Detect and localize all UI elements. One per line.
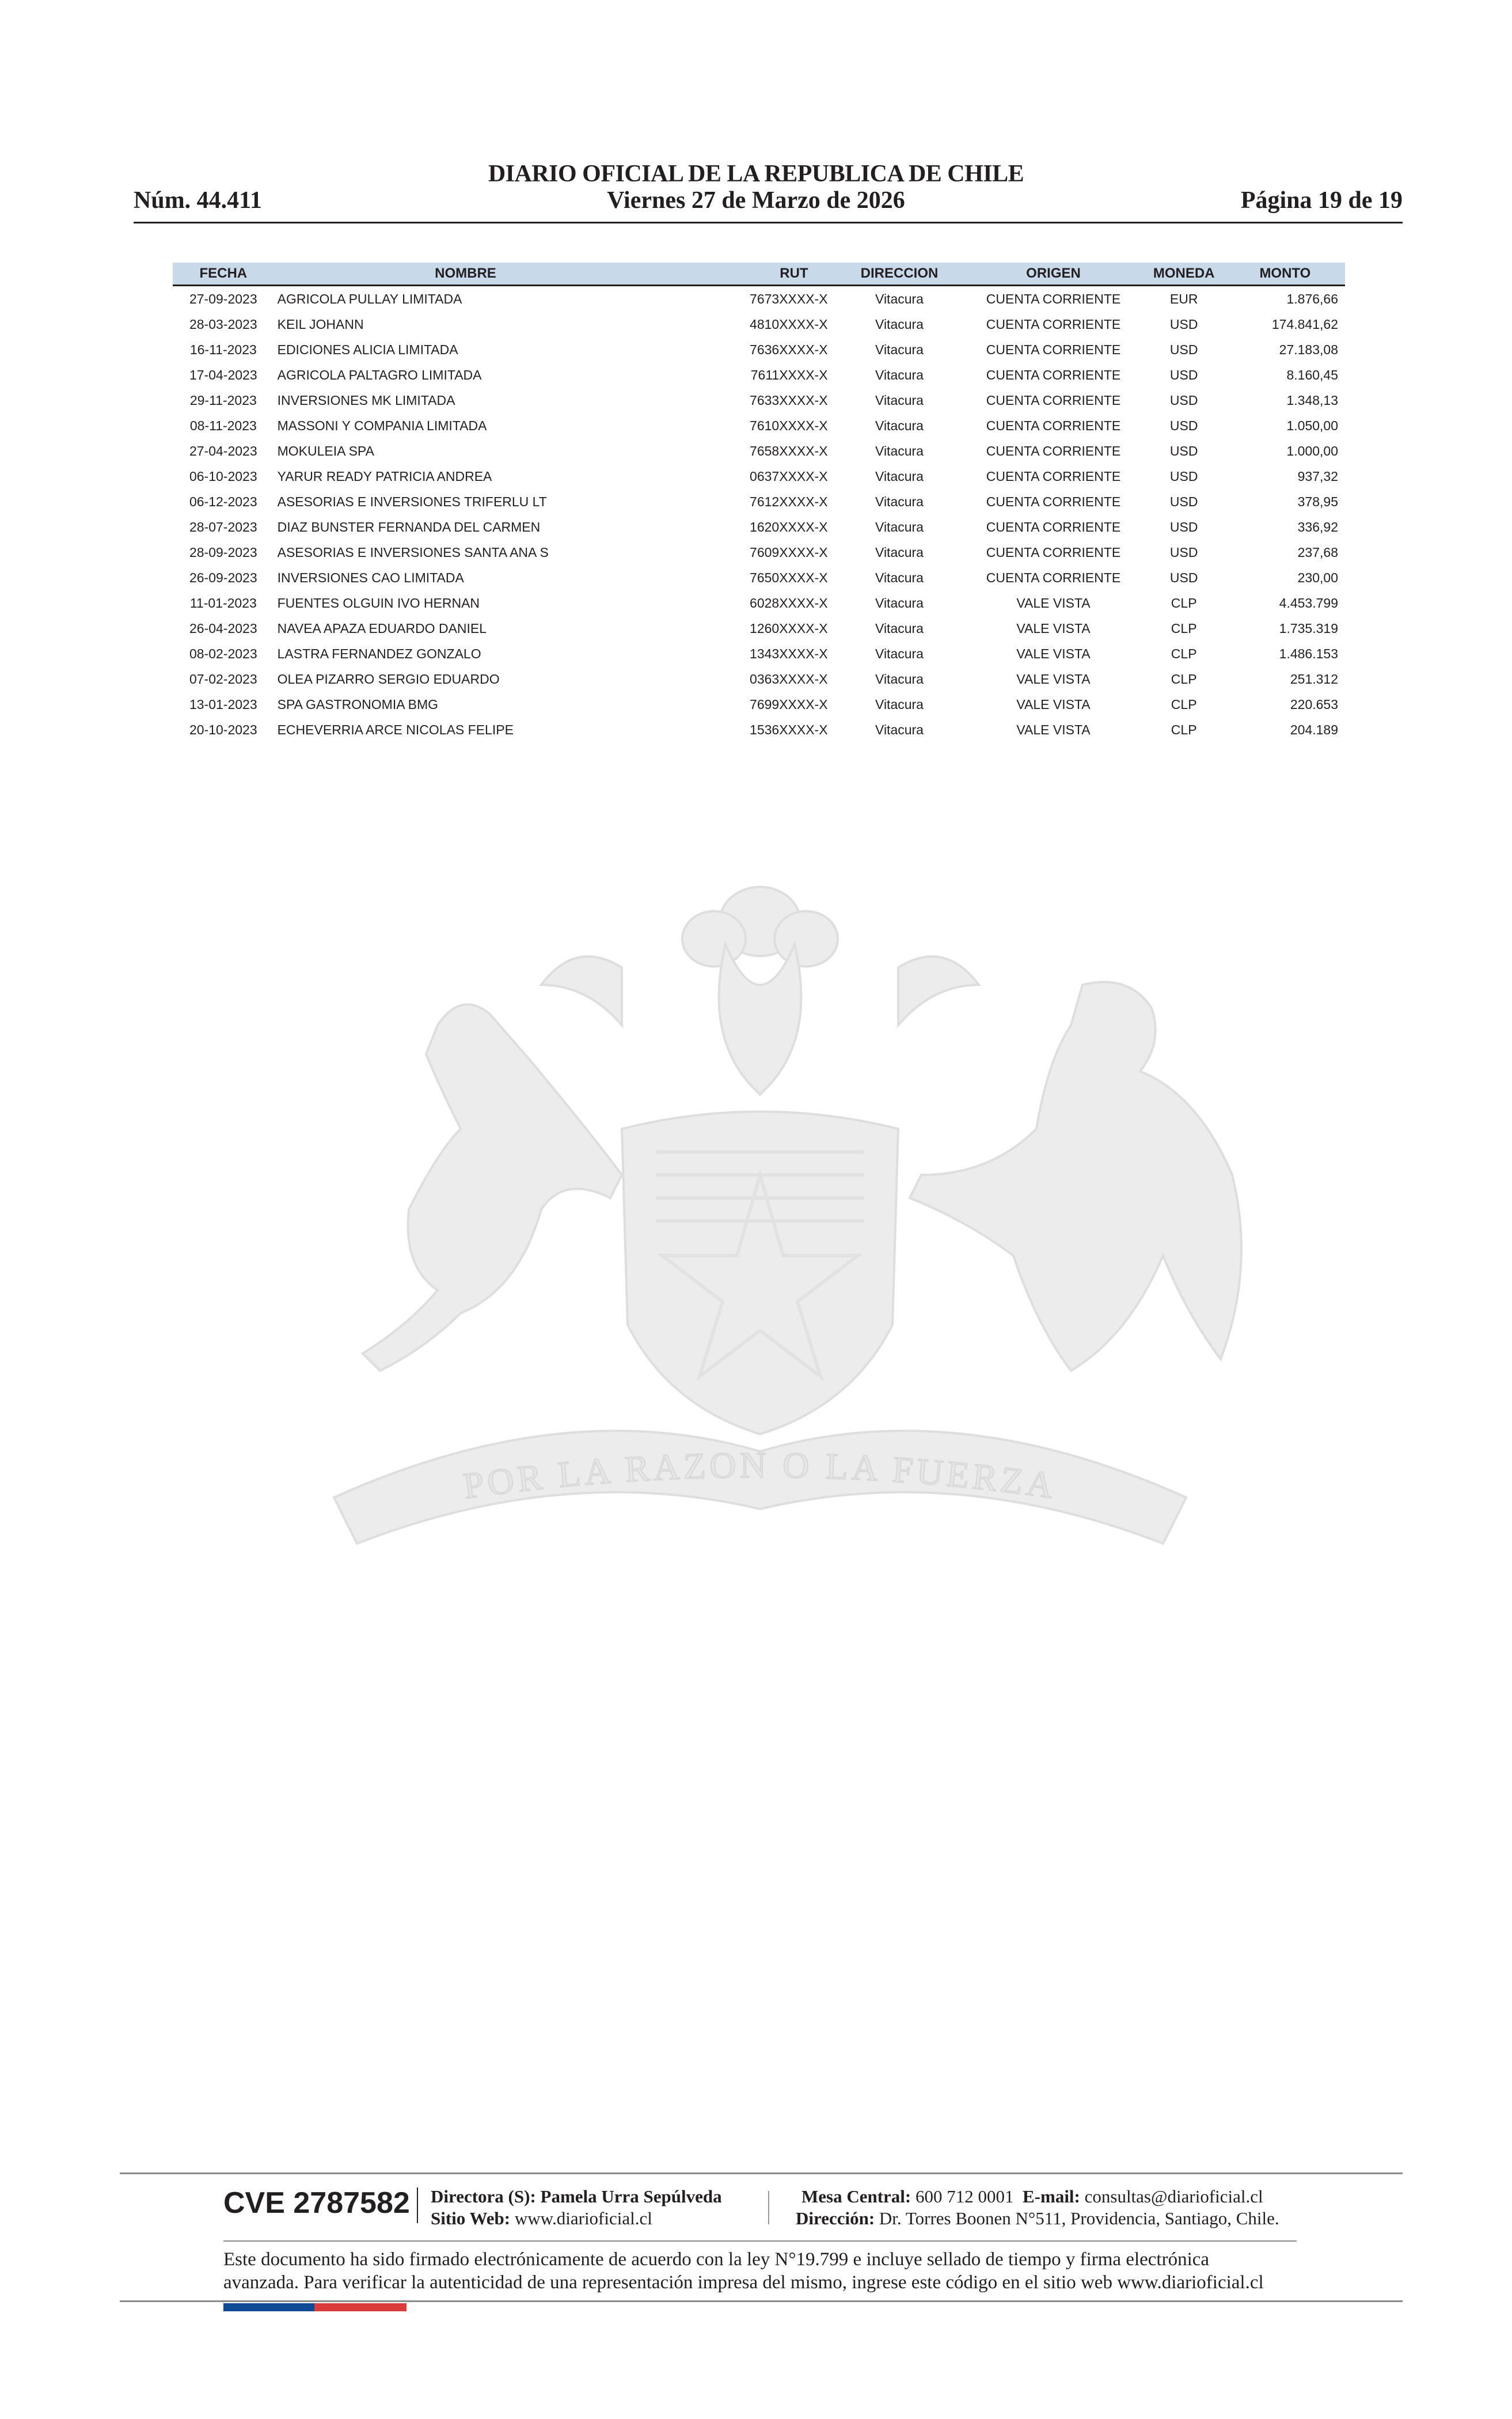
table-row (173, 286, 1345, 312)
cell-moneda: USD (1169, 316, 1198, 332)
cell-rut: 0637XXXX-X (750, 468, 828, 484)
cell-monto: 1.486.153 (1279, 646, 1338, 661)
cell-monto: 1.348,13 (1286, 392, 1338, 408)
cell-nombre: KEIL JOHANN (277, 316, 364, 332)
cell-nombre: EDICIONES ALICIA LIMITADA (277, 342, 458, 357)
cell-direccion: Vitacura (875, 494, 924, 509)
website-line (431, 2208, 652, 2229)
column-header-rut: RUT (657, 263, 831, 286)
cell-rut: 7609XXXX-X (750, 544, 828, 560)
footer-separator (768, 2191, 769, 2224)
cell-fecha: 08-02-2023 (189, 646, 257, 661)
cell-origen: CUENTA CORRIENTE (986, 570, 1121, 585)
cell-origen: CUENTA CORRIENTE (986, 291, 1121, 306)
cell-direccion: Vitacura (875, 722, 924, 737)
cell-direccion: Vitacura (875, 696, 924, 712)
cell-nombre: INVERSIONES CAO LIMITADA (277, 570, 464, 585)
cell-nombre: FUENTES OLGUIN IVO HERNAN (277, 595, 480, 611)
cell-nombre: INVERSIONES MK LIMITADA (277, 392, 455, 408)
cell-nombre: ASESORIAS E INVERSIONES SANTA ANA S (277, 544, 549, 560)
cell-origen: VALE VISTA (1016, 646, 1091, 661)
cell-nombre: ECHEVERRIA ARCE NICOLAS FELIPE (277, 722, 514, 737)
address-value: Dr. Torres Boonen N°511, Providencia, Santiago, Chile. (879, 2208, 1279, 2228)
cell-moneda: USD (1169, 367, 1198, 382)
cell-rut: 7699XXXX-X (750, 696, 828, 712)
cell-origen: CUENTA CORRIENTE (986, 468, 1121, 484)
issue-number: Núm. 44.411 (134, 187, 262, 214)
cell-nombre: MOKULEIA SPA (277, 443, 374, 458)
cell-monto: 1.735.319 (1279, 620, 1338, 636)
table-row (173, 717, 1345, 742)
cell-monto: 1.000,00 (1286, 443, 1338, 458)
column-header-fecha: FECHA (173, 263, 274, 286)
cell-fecha: 06-12-2023 (189, 494, 257, 509)
cell-monto: 336,92 (1297, 519, 1338, 534)
cell-moneda: USD (1169, 392, 1198, 408)
mesa-phone: 600 712 0001 (915, 2186, 1014, 2206)
cell-direccion: Vitacura (875, 443, 924, 458)
cell-moneda: USD (1169, 342, 1198, 357)
cell-monto: 230,00 (1297, 570, 1338, 585)
cell-direccion: Vitacura (875, 595, 924, 611)
cell-fecha: 20-10-2023 (189, 722, 257, 737)
cell-origen: CUENTA CORRIENTE (986, 418, 1121, 433)
cell-nombre: SPA GASTRONOMIA BMG (277, 696, 439, 712)
cell-fecha: 28-07-2023 (189, 519, 257, 534)
cell-monto: 937,32 (1297, 468, 1338, 484)
cell-moneda: USD (1169, 570, 1198, 585)
coat-of-arms-watermark (219, 852, 1301, 1659)
cell-direccion: Vitacura (875, 316, 924, 332)
cell-rut: 1260XXXX-X (750, 620, 828, 636)
cell-origen: VALE VISTA (1016, 722, 1091, 737)
cell-rut: 7611XXXX-X (750, 367, 828, 382)
cell-monto: 27.183,08 (1279, 342, 1338, 357)
cell-origen: VALE VISTA (1016, 696, 1091, 712)
footer-divider-top (120, 2172, 1403, 2174)
cell-moneda: CLP (1171, 620, 1197, 636)
cell-direccion: Vitacura (875, 620, 924, 636)
cell-moneda: CLP (1171, 595, 1197, 611)
cell-rut: 1620XXXX-X (750, 519, 828, 534)
cell-origen: CUENTA CORRIENTE (986, 544, 1121, 560)
cell-monto: 220.653 (1290, 696, 1338, 712)
cell-origen: CUENTA CORRIENTE (986, 494, 1121, 509)
cell-origen: CUENTA CORRIENTE (986, 519, 1121, 534)
cell-monto: 1.876,66 (1286, 291, 1338, 306)
page-number: Página 19 de 19 (1240, 187, 1403, 214)
cell-monto: 251.312 (1290, 671, 1338, 687)
cell-moneda: USD (1169, 443, 1198, 458)
cell-nombre: YARUR READY PATRICIA ANDREA (277, 468, 492, 484)
mesa-label: Mesa Central: (801, 2186, 911, 2206)
cell-rut: 7610XXXX-X (750, 418, 828, 433)
cell-rut: 1536XXXX-X (750, 722, 828, 737)
cell-direccion: Vitacura (875, 291, 924, 306)
cell-moneda: USD (1169, 418, 1198, 433)
cell-direccion: Vitacura (875, 570, 924, 585)
cell-moneda: USD (1169, 544, 1198, 560)
cell-rut: 1343XXXX-X (750, 646, 828, 661)
table-row (173, 337, 1345, 362)
legal-notice-line-2: avanzada. Para verificar la autenticidad de una representación impresa del mismo, ingrese este código en el sitio web www.diarioficial.cl (223, 2272, 1264, 2293)
table-row (173, 489, 1345, 514)
cell-fecha: 17-04-2023 (189, 367, 257, 382)
motto-text: POR LA RAZON O LA FUERZA (461, 1444, 1059, 1507)
cell-monto: 4.453.799 (1279, 595, 1338, 611)
email-link[interactable]: consultas@diarioficial.cl (1084, 2186, 1263, 2206)
address-line (796, 2208, 1279, 2229)
table-row (173, 692, 1345, 717)
table-row (173, 514, 1345, 540)
table-row (173, 641, 1345, 666)
cell-origen: VALE VISTA (1016, 620, 1091, 636)
footer-divider-mid (223, 2240, 1297, 2242)
cell-rut: 7673XXXX-X (750, 291, 828, 306)
cell-fecha: 11-01-2023 (189, 595, 257, 611)
cell-fecha: 26-09-2023 (189, 570, 257, 585)
legal-notice-line-1: Este documento ha sido firmado electrónicamente de acuerdo con la ley N°19.799 e incluye sellado de tiempo y firma electrónica (223, 2249, 1210, 2270)
cell-fecha: 27-04-2023 (189, 443, 257, 458)
cell-rut: 7650XXXX-X (750, 570, 828, 585)
table-row (173, 413, 1345, 438)
cve-code: CVE 2787582 (223, 2186, 410, 2220)
cell-origen: VALE VISTA (1016, 595, 1091, 611)
cell-direccion: Vitacura (875, 468, 924, 484)
cell-moneda: CLP (1171, 722, 1197, 737)
address-label: Dirección: (796, 2208, 875, 2228)
table-row (173, 540, 1345, 565)
table-row (173, 312, 1345, 337)
cell-rut: 0363XXXX-X (750, 671, 828, 687)
cell-fecha: 08-11-2023 (189, 418, 257, 433)
cell-nombre: DIAZ BUNSTER FERNANDA DEL CARMEN (277, 519, 541, 534)
flag-stripe-red (314, 2303, 407, 2311)
table-row (173, 666, 1345, 692)
email-label: E-mail: (1023, 2186, 1080, 2206)
table-row (173, 616, 1345, 641)
cell-monto: 204.189 (1290, 722, 1338, 737)
cell-direccion: Vitacura (875, 519, 924, 534)
footer-divider-bottom (120, 2300, 1403, 2302)
column-header-nombre: NOMBRE (274, 263, 658, 286)
column-header-origen: ORIGEN (967, 263, 1139, 286)
column-header-moneda: MONEDA (1139, 263, 1229, 286)
directora-line: Directora (S): Pamela Urra Sepúlveda (431, 2186, 722, 2206)
table-row (173, 438, 1345, 464)
cell-origen: CUENTA CORRIENTE (986, 392, 1121, 408)
cell-fecha: 16-11-2023 (189, 342, 257, 357)
cell-fecha: 28-03-2023 (189, 316, 257, 332)
cell-fecha: 28-09-2023 (189, 544, 257, 560)
cell-direccion: Vitacura (875, 544, 924, 560)
cell-monto: 237,68 (1297, 544, 1338, 560)
contact-line (801, 2186, 1263, 2207)
cell-moneda: USD (1169, 494, 1198, 509)
cell-origen: CUENTA CORRIENTE (986, 316, 1121, 332)
cell-direccion: Vitacura (875, 342, 924, 357)
flag-stripe-blue (223, 2303, 314, 2311)
cell-monto: 1.050,00 (1286, 418, 1338, 433)
cell-nombre: AGRICOLA PALTAGRO LIMITADA (277, 367, 482, 382)
cell-nombre: LASTRA FERNANDEZ GONZALO (277, 646, 481, 661)
cell-direccion: Vitacura (875, 392, 924, 408)
cell-monto: 378,95 (1297, 494, 1338, 509)
table-row (173, 565, 1345, 590)
header-divider (134, 222, 1403, 223)
cell-monto: 174.841,62 (1271, 316, 1338, 332)
publication-title: DIARIO OFICIAL DE LA REPUBLICA DE CHILE (488, 161, 1024, 187)
cell-nombre: OLEA PIZARRO SERGIO EDUARDO (277, 671, 500, 687)
table-row (173, 362, 1345, 388)
footer-separator (417, 2187, 418, 2223)
cell-nombre: AGRICOLA PULLAY LIMITADA (277, 291, 462, 306)
accounts-table (173, 263, 1345, 742)
cell-monto: 8.160,45 (1286, 367, 1338, 382)
table-row (173, 388, 1345, 413)
cell-nombre: MASSONI Y COMPANIA LIMITADA (277, 418, 487, 433)
cell-moneda: CLP (1171, 696, 1197, 712)
cell-nombre: NAVEA APAZA EDUARDO DANIEL (277, 620, 487, 636)
cell-rut: 6028XXXX-X (750, 595, 828, 611)
table-row (173, 590, 1345, 616)
cell-moneda: CLP (1171, 671, 1197, 687)
cell-fecha: 06-10-2023 (189, 468, 257, 484)
cell-rut: 7612XXXX-X (750, 494, 828, 509)
cell-fecha: 27-09-2023 (189, 291, 257, 306)
cell-moneda: USD (1169, 519, 1198, 534)
cell-rut: 7658XXXX-X (750, 443, 828, 458)
cell-fecha: 07-02-2023 (189, 671, 257, 687)
cell-origen: CUENTA CORRIENTE (986, 342, 1121, 357)
website-label: Sitio Web: (431, 2208, 511, 2228)
cell-direccion: Vitacura (875, 646, 924, 661)
cell-rut: 7636XXXX-X (750, 342, 828, 357)
table-row (173, 464, 1345, 489)
cell-moneda: CLP (1171, 646, 1197, 661)
cell-direccion: Vitacura (875, 418, 924, 433)
cell-rut: 4810XXXX-X (750, 316, 828, 332)
cell-rut: 7633XXXX-X (750, 392, 828, 408)
cell-fecha: 26-04-2023 (189, 620, 257, 636)
column-header-monto: MONTO (1229, 263, 1345, 286)
website-link[interactable]: www.diarioficial.cl (514, 2208, 652, 2228)
cell-fecha: 13-01-2023 (189, 696, 257, 712)
publication-date: Viernes 27 de Marzo de 2026 (607, 187, 905, 214)
cell-moneda: USD (1169, 468, 1198, 484)
cell-origen: VALE VISTA (1016, 671, 1091, 687)
cell-direccion: Vitacura (875, 671, 924, 687)
column-header-direccion: DIRECCION (831, 263, 968, 286)
table-header-row (173, 263, 1345, 286)
cell-moneda: EUR (1169, 291, 1198, 306)
cell-nombre: ASESORIAS E INVERSIONES TRIFERLU LT (277, 494, 547, 509)
cell-direccion: Vitacura (875, 367, 924, 382)
cell-fecha: 29-11-2023 (189, 392, 257, 408)
cell-origen: CUENTA CORRIENTE (986, 367, 1121, 382)
cell-origen: CUENTA CORRIENTE (986, 443, 1121, 458)
